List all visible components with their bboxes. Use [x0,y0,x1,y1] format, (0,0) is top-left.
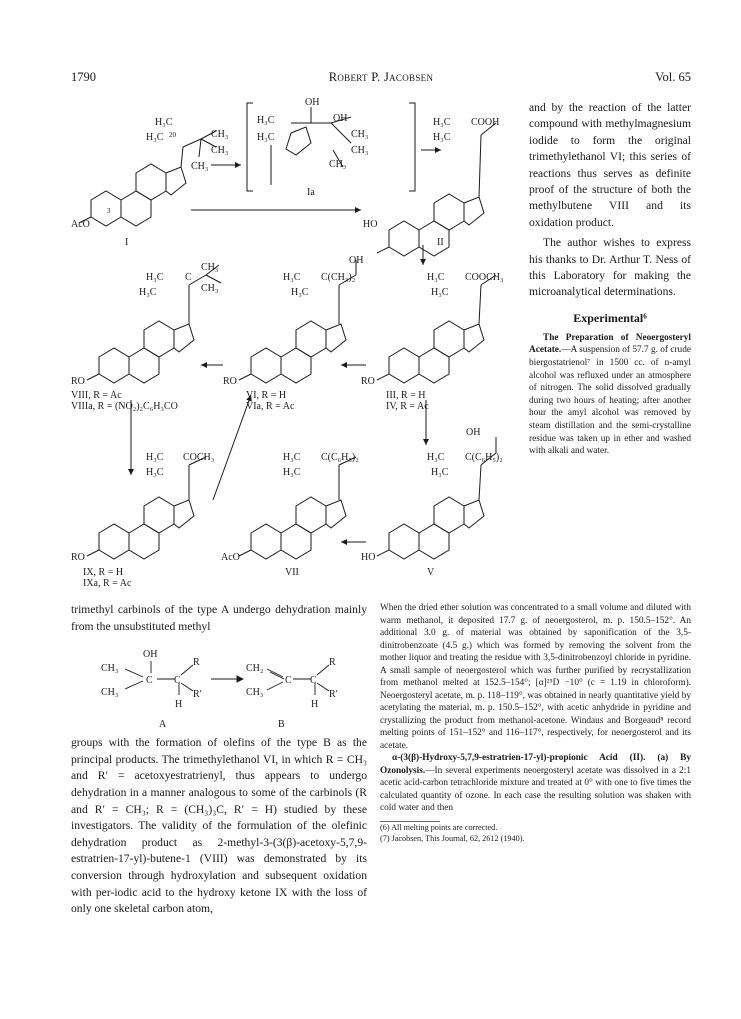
experimental-continued: When the dried ether solution was concentrated to a small volume and diluted with warm methanol, it deposited 17.7 g. of neoergosterol, m. p. 150.5–152°. An additional 3.0 g. of material was obtained by saponification of the 3,5-dinitrobenzoate (4.5 g.) which was formed by removing the solvent from the mother liquor and treating the residue with 3,5-dinitrobenzoyl chloride in pyridine. A small sample of neoergosterol which was further purified by recrystallization from methanol melted at 152.5–154°; [α]²⁵D −10° (c = 1.19 in chloroform). Neoergosteryl acetate, m. p. 118–119°, was obtained in nearly quantitative yield by acetylating the material, m. p. 150.5–152°, with acetic anhydride in pyridine and crystallizing the product from methanol-acetone. Windaus and Borgeaud⁸ record melting points of 151–152° and 116–117°, respectively, for neoergosterol and its acetate. [380,603,691,751]
ozonolysis-heading: α-(3(β)-Hydroxy-5,7,9-estratrien-17-yl)-propionic Acid (II). (a) By Ozonolysis. [380,753,691,776]
label-IXa: IXa, R = Ac [83,578,132,589]
label-VIa: VIa, R = Ac [246,401,295,412]
eq-c-4: C [310,675,317,687]
label-IX: IX, R = H [83,567,124,578]
label-coch3: COCH₃ [183,452,215,463]
equation-svg [71,635,367,735]
right-column-upper [529,100,691,458]
body-paragraph-1: trimethyl carbinols of the type A undergo dehydration mainly from the unsubstituted methyl [71,603,367,633]
running-head-author: Robert P. Jacobsen [328,70,434,84]
label-ch3-5: CH₃ [351,145,369,156]
label-ro-2: RO [223,376,237,387]
label-h3c-2: H₃C [146,132,164,143]
label-cme3: C(CH₃)₂ [321,272,356,283]
reaction-scheme-svg [71,95,526,600]
label-h3c-16: H₃C [283,467,301,478]
reaction-scheme [71,95,526,600]
experimental-heading: Experimental⁶ [573,310,647,325]
eq-r2-2: R′ [329,689,338,701]
label-II: II [437,237,444,248]
experimental-subheading: The Preparation of Neoergosteryl Acetate. [529,332,691,356]
label-V: V [427,567,435,578]
page-header [71,70,691,86]
compound-I [79,131,216,226]
label-oh-3: OH [349,255,364,266]
eq-h-2: H [311,699,319,711]
label-h3c-14: H₃C [146,467,164,478]
eq-ch3-1: CH₃ [101,663,119,675]
eq-ch2: CH₂ [246,663,264,675]
label-h3c-17: H₃C [427,452,445,463]
label-cooh: COOH [471,117,500,128]
label-oh-4: OH [466,427,481,438]
label-ch3-3: CH₃ [191,161,209,172]
label-ch3-7: CH₃ [201,262,219,273]
label-h3c-3: H₃C [257,115,275,126]
ozonolysis-paragraph [380,752,691,815]
label-c-1: C [185,272,192,283]
label-aco-1: AcO [71,219,90,230]
equation-A-to-B [71,635,367,735]
label-cph2-2: C(C₆H₅)₂ [465,452,503,463]
page-number: 1790 [71,70,96,84]
label-cph2-1: C(C₆H₅)₂ [321,452,359,463]
footnote-6: (6) All melting points are corrected. [380,822,498,832]
right-column-lower [380,602,691,844]
label-h3c-13: H₃C [146,452,164,463]
label-h3c-8: H₃C [139,287,157,298]
volume-label: Vol. 65 [655,70,691,84]
label-h3c-6: H₃C [433,132,451,143]
label-h3c-12: H₃C [431,287,449,298]
eq-c-2: C [174,675,181,687]
eq-h-1: H [175,699,183,711]
body-paragraph-2: groups with the formation of olefins of the type B as the principal products. The trimethylethanol VI, in which R = CH₃ and R′ = acetoxyestratrienyl, thus appears to undergo dehydration in a manner analogous to some of the carbinols (R and R′ = CH₃; R = (CH₃)₃C, R′ = H) studied by these investigators. The validity of the formulation of the olefinic dehydration product as 2-methyl-3-(3(β)-acetoxy-5,7,9-estratrien-17-yl)-butene-1 (VIII) was demonstrated by its conversion through hydroxylation and subsequent oxidation with per-iodic acid to the hydroxy ketone IX with the loss of only one skeletal carbon atom, [71,736,367,916]
label-h3c-7: H₃C [146,272,164,283]
label-h3c-1: H₃C [155,117,173,128]
label-h3c-10: H₃C [291,287,309,298]
eq-r2-1: R′ [193,689,202,701]
label-20: 20 [169,131,176,139]
label-VIIIa: VIIIa, R = (NO₂)₂C₆H₃CO [71,401,178,412]
label-ch3-1: CH₃ [211,129,229,140]
label-aco-2: AcO [221,552,240,563]
label-Ia: Ia [307,187,315,198]
label-III: III, R = H [386,390,426,401]
label-oh-2: OH [333,113,348,124]
footnote-7: (7) Jacobsen, This Journal, 62, 2612 (1940). [380,833,525,843]
left-column-lower [71,602,367,918]
eq-label-A: A [159,719,167,731]
label-h3c-15: H₃C [283,452,301,463]
label-ro-3: RO [361,376,375,387]
label-ch3-2: CH₃ [211,145,229,156]
label-ch2: CH₃ [201,283,219,294]
label-3: 3 [107,207,111,215]
ozonolysis-text: —In several experiments neoergosteryl acetate was dissolved in a 2:1 acetic acid-carbon tetrachloride mixture and treated at 0° with one to five times the calculated quantity of ozone. In each case the resulting solution was shaken with cold water and then [380,765,691,813]
label-h3c-18: H₃C [431,467,449,478]
label-VI: VI, R = H [246,390,287,401]
eq-r-1: R [193,657,200,669]
label-oh-1: OH [305,97,320,108]
label-ho-2: HO [361,552,376,563]
label-I: I [125,237,129,248]
eq-ch3-3: CH₃ [246,687,264,699]
label-ho-1: HO [363,219,378,230]
label-h3c-5: H₃C [433,117,451,128]
label-h3c-9: H₃C [283,272,301,283]
label-ch3-6: CH₃ [329,159,347,170]
label-ro-4: RO [71,552,85,563]
label-VII: VII [285,567,299,578]
conclusion-paragraph: and by the reaction of the latter compound with methylmagnesium iodide to form the original trimethylethanol VI; this series of reactions thus serves as definite proof of the structure of both the methylbutene VIII and its oxidation product. [529,101,691,229]
eq-label-B: B [278,719,285,731]
label-IV: IV, R = Ac [386,401,429,412]
eq-r-2: R [329,657,336,669]
eq-c-1: C [146,675,153,687]
eq-ch3-2: CH₃ [101,687,119,699]
experimental-paragraph [529,332,691,458]
experimental-text: —A suspension of 57.7 g. of crude biergostatrienol⁷ in 1500 cc. of n-amyl alcohol was refluxed under an atmosphere of nitrogen. The solid dissolved gradually during two hours of heating; after another hour the amyl alcohol was removed by steam distillation and the semi-crystalline residue was taken up in ether and washed with alkali and water. [529,345,691,457]
label-ro-1: RO [71,376,85,387]
label-cooch3: COOCH₃ [465,272,504,283]
label-ch3-4: CH₃ [351,129,369,140]
eq-c-3: C [285,675,292,687]
eq-oh: OH [143,649,158,661]
acknowledgement-paragraph: The author wishes to express his thanks to Dr. Arthur T. Ness of this Laboratory for making the microanalytical determinations. [529,236,691,299]
label-h3c-11: H₃C [427,272,445,283]
label-VIII: VIII, R = Ac [71,390,122,401]
label-h3c-4: H₃C [257,132,275,143]
